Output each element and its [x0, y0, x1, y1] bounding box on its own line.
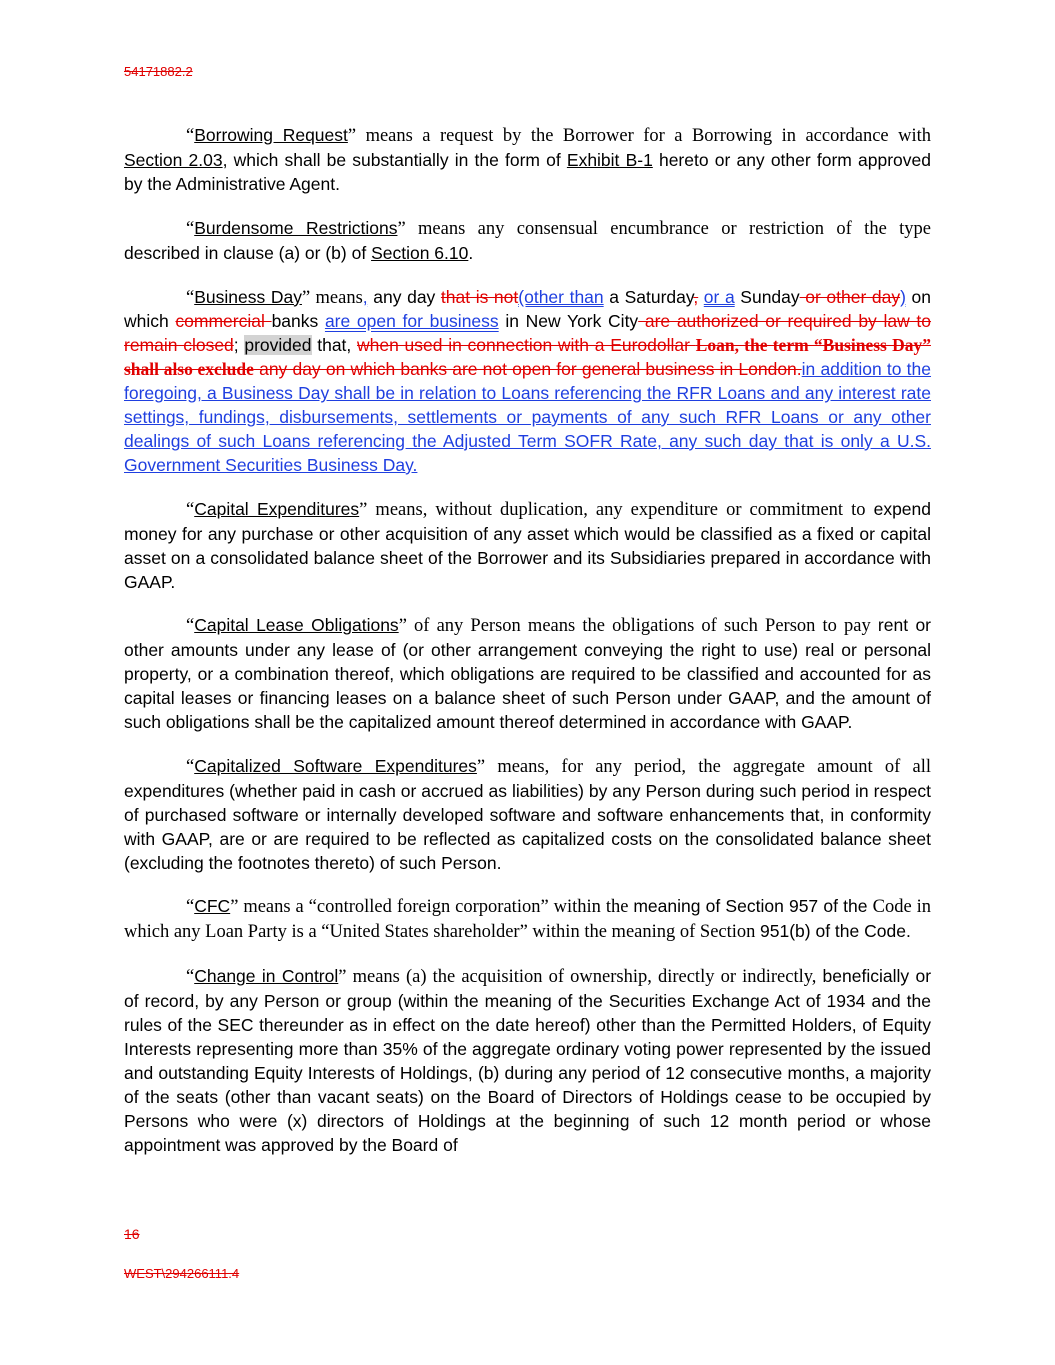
definition-lead: ” means, without duplication, any expenditure or commitment to: [359, 499, 874, 520]
defined-term: Borrowing Request: [194, 125, 348, 145]
inserted-text: in addition to the foregoing, a Business Day shall be in relation to Loans referencing the RFR Loans and any interest rate settings, fundings, disbursements, settlements or payments of any such RFR Loans or any other dealings of such Loans referencing the Adjusted Term SOFR Rate, any such day that is only a U.S. Government Securities Business Day.: [124, 359, 932, 475]
deleted-text-bold: Loan, the term “Business Day” shall also exclude: [124, 335, 931, 380]
inserted-text: are open for business: [324, 311, 499, 332]
deleted-text: commercial: [175, 311, 272, 332]
definition-text: ;: [233, 335, 245, 356]
definition-text: Sunday: [734, 286, 800, 307]
exhibit-reference: Exhibit B-1: [566, 149, 653, 170]
open-quote: “: [186, 616, 195, 637]
definition-business-day: [124, 286, 931, 478]
definition-text: that,: [311, 335, 357, 356]
definition-capital-expenditures: [124, 498, 931, 595]
definition-text: rent or other amounts under any lease of (or other arrangement conveying the right to use) real or personal property, or a combination thereof, which obligations are required to be classified and accounted for as capital leases or financing leases on a balance sheet of such Person under GAAP, and the amount of such obligations shall be the capitalized amount thereof determined in accordance with GAAP.: [124, 615, 932, 733]
open-quote: “: [186, 287, 195, 308]
defined-term: Business Day: [194, 286, 302, 307]
open-quote: “: [186, 499, 195, 520]
definition-change-in-control: [124, 965, 931, 1157]
defined-term: Capital Lease Obligations: [194, 615, 399, 636]
open-quote: “: [186, 756, 195, 777]
highlighted-term: provided: [244, 335, 312, 356]
open-quote: “: [186, 897, 195, 918]
open-quote: “: [186, 967, 195, 988]
defined-term: Burdensome Restrictions: [194, 217, 398, 238]
definition-lead: ” means, for any period, the aggregate amount of all: [476, 756, 931, 777]
defined-term: Change in Control: [194, 966, 339, 987]
definition-text: banks: [271, 311, 325, 332]
definition-text: .: [468, 242, 474, 263]
definition-text: , which shall be substantially in the form of: [222, 149, 567, 170]
section-reference: Section 6.10: [371, 242, 469, 263]
inserted-text: ): [900, 286, 906, 307]
definition-text: beneficially or of record, by any Person or group (within the meaning of the Securities Exchange Act of 1934 and the rules of the SEC thereunder as in effect on the date hereof) other than the Permitted Holders, of Equity Interests representing more than 35% of the aggregate ordinary voting power represented by the issued and outstanding Equity Interests of Holdings, (b) during any period of 12 consecutive months, a majority of the seats (other than vacant seats) on the Board of Directors of Holdings cease to be occupied by Persons who were (x) directors of Holdings at the beginning of such 12 month period or whose appointment was approved by the Board of: [124, 966, 932, 1155]
definition-text: described in clause (a) or (b) of: [124, 242, 372, 263]
open-quote: “: [186, 218, 195, 239]
defined-term: Capitalized Software Expenditures: [194, 755, 477, 776]
defined-term: CFC: [194, 896, 231, 917]
section-reference: Section 2.03: [124, 149, 223, 170]
definition-cfc: [124, 895, 931, 945]
header-doc-number: 54171882.2: [124, 64, 193, 79]
definition-text: in New York City: [498, 311, 639, 332]
definition-text: any day: [367, 286, 441, 307]
deleted-text: any day on which banks are not open for general business in London.: [253, 359, 802, 380]
definition-capitalized-software-expenditures: [124, 755, 931, 876]
inserted-text: or a: [703, 286, 735, 307]
definition-text: hereto or any other form approved by the Administrative Agent.: [124, 149, 931, 194]
definition-text: expenditures (whether paid in cash or accrued as liabilities) by any Person during such period in respect of purchased software or internally developed software and software enhancements that, in conformity with GAAP, are or are required to be reflected as capitalized costs on the consolidated balance sheet (excluding the footnotes thereto) of such Person.: [124, 780, 931, 873]
definition-lead: ” means: [301, 287, 363, 308]
inserted-text: (other than: [518, 286, 604, 307]
defined-term: Capital Expenditures: [194, 498, 360, 519]
open-quote: “: [186, 126, 195, 146]
deleted-text: that is not: [440, 286, 519, 307]
definition-borrowing-request: [124, 124, 931, 197]
definition-text: meaning of Section 957 of the: [633, 896, 873, 917]
definition-lead: ” means (a) the acquisition of ownership, directly or indirectly,: [338, 967, 823, 988]
footer-doc-path: WEST\294266111.4: [124, 1266, 240, 1281]
definition-lead: ” means any consensual encumbrance or restriction of the type: [397, 218, 931, 239]
deleted-text: or other day: [799, 286, 901, 307]
definition-lead: ” means a “controlled foreign corporation” within the: [230, 897, 634, 918]
definition-text: expend money for any purchase or other acquisition of any asset which would be classified as a fixed or capital asset on a consolidated balance sheet of the Borrower and its Subsidiaries prepared in accordance with GAAP.: [124, 498, 932, 592]
definition-capital-lease-obligations: [124, 614, 931, 735]
definition-text: 951(b) of the Code.: [760, 921, 911, 942]
deleted-text: are authorized or required by law to remain closed: [124, 311, 932, 356]
definition-text: a Saturday: [603, 286, 694, 307]
document-body: [124, 124, 931, 1178]
inserted-text: ,: [362, 286, 368, 307]
page-number: 16: [124, 1226, 140, 1242]
definition-text: on which: [124, 286, 932, 332]
definition-lead: ” of any Person means the obligations of such Person to pay: [398, 616, 878, 637]
definition-burdensome-restrictions: [124, 217, 931, 266]
definition-lead: ” means a request by the Borrower for a Borrowing in accordance with: [347, 126, 931, 146]
deleted-text: ,: [693, 286, 699, 307]
deleted-text: when used in connection with a Eurodollar: [357, 335, 696, 356]
definition-text-serif: Code in which any Loan Party is a “United States shareholder” within the meaning of Section: [124, 897, 931, 943]
